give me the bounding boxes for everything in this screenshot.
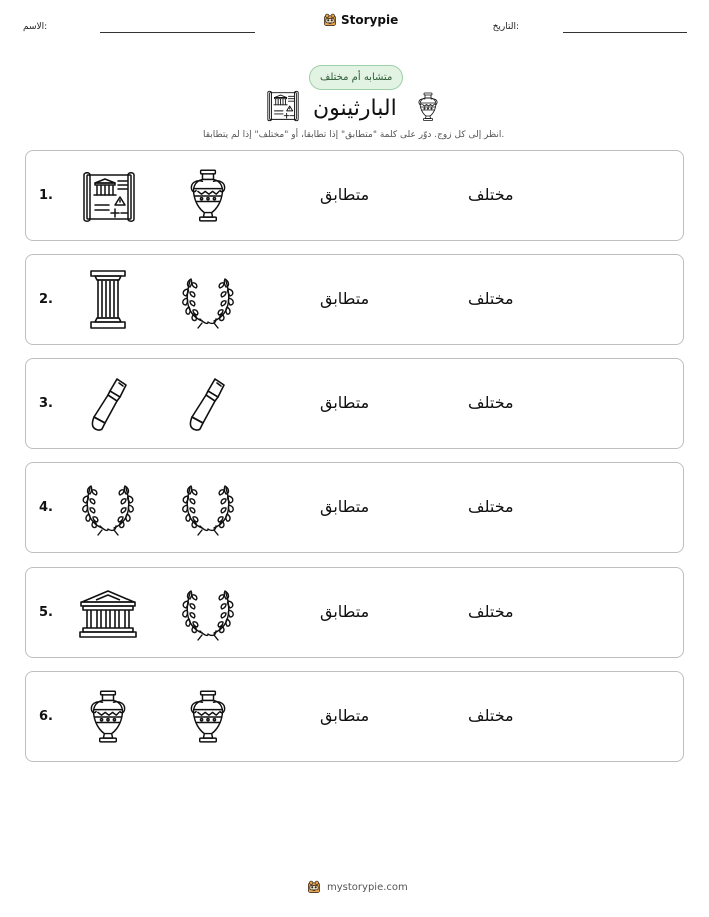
- same-option[interactable]: متطابق: [320, 393, 370, 412]
- different-option[interactable]: مختلف: [468, 393, 514, 412]
- same-option[interactable]: متطابق: [320, 706, 370, 725]
- chisel-icon: [188, 377, 228, 433]
- item-number: 4.: [39, 500, 53, 515]
- list-item: [25, 462, 684, 553]
- list-item: [25, 358, 684, 449]
- list-item: [25, 150, 684, 241]
- date-line[interactable]: [563, 32, 687, 33]
- amphora-icon: [185, 689, 231, 745]
- list-item: [25, 671, 684, 762]
- different-option[interactable]: مختلف: [468, 497, 514, 516]
- same-option[interactable]: متطابق: [320, 602, 370, 621]
- name-line[interactable]: [100, 32, 255, 33]
- item-number: 2.: [39, 292, 53, 307]
- column-icon: [88, 269, 128, 331]
- footer-site[interactable]: mystorypie.com: [327, 881, 408, 893]
- amphora-icon: [185, 168, 231, 224]
- logo-text: Storypie: [341, 13, 399, 27]
- date-label: التاريخ:: [492, 22, 519, 32]
- different-option[interactable]: مختلف: [468, 185, 514, 204]
- different-option[interactable]: مختلف: [468, 289, 514, 308]
- amphora-icon: [414, 92, 442, 122]
- topic-badge: متشابه أم مختلف: [309, 65, 403, 90]
- same-option[interactable]: متطابق: [320, 497, 370, 516]
- storypie-logo: [323, 13, 398, 27]
- item-number: 5.: [39, 605, 53, 620]
- same-option[interactable]: متطابق: [320, 289, 370, 308]
- item-number: 3.: [39, 396, 53, 411]
- laurel-wreath-icon: [178, 480, 238, 536]
- item-number: 1.: [39, 188, 53, 203]
- scroll-map-icon: [266, 90, 300, 122]
- list-item: [25, 254, 684, 345]
- amphora-icon: [85, 689, 131, 745]
- scroll-map-icon: [81, 171, 137, 223]
- laurel-wreath-icon: [178, 273, 238, 329]
- chisel-icon: [90, 377, 130, 433]
- item-number: 6.: [39, 709, 53, 724]
- instructions: انظر إلى كل زوج. دوّر على كلمة "متطابق" إذا تطابقا، أو "مختلف" إذا لم يتطابقا.: [203, 130, 505, 140]
- storypie-logo-icon: [307, 880, 321, 894]
- same-option[interactable]: متطابق: [320, 185, 370, 204]
- laurel-wreath-icon: [78, 480, 138, 536]
- title-area: [0, 60, 709, 140]
- footer: [307, 880, 408, 894]
- temple-icon: [78, 588, 138, 640]
- name-label: الاسم:: [23, 22, 48, 32]
- list-item: [25, 567, 684, 658]
- date-label-group: [492, 0, 687, 40]
- different-option[interactable]: مختلف: [468, 602, 514, 621]
- different-option[interactable]: مختلف: [468, 706, 514, 725]
- page-title: البارثينون: [313, 96, 397, 121]
- laurel-wreath-icon: [178, 585, 238, 641]
- storypie-logo-icon: [323, 13, 337, 27]
